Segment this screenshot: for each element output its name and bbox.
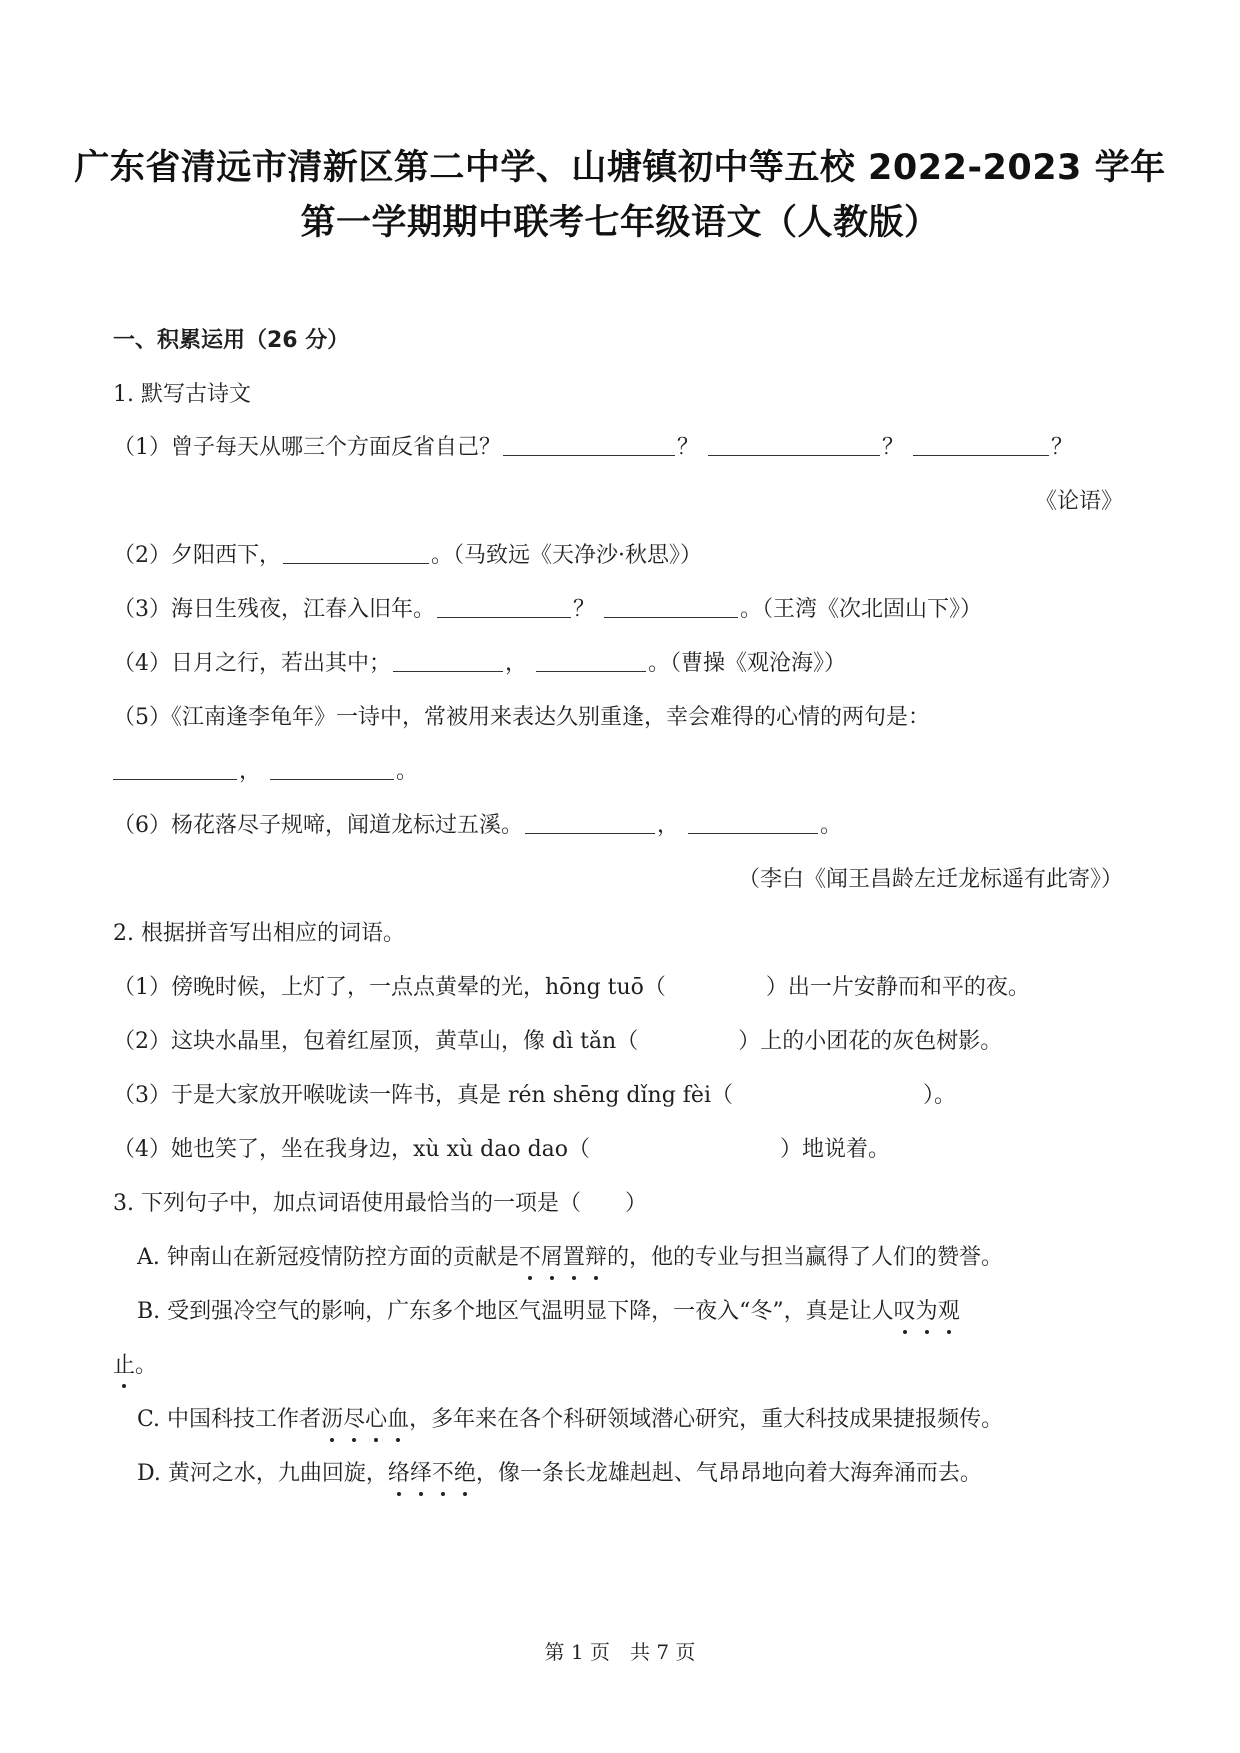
q3-option-c[interactable] [137, 1405, 1123, 1435]
q1-part-2 [113, 541, 1123, 571]
emphasis-dot-char: 尽 [343, 1405, 365, 1435]
page-footer: 第 1 页 共 7 页 [544, 1640, 696, 1664]
q2-part-1 [113, 973, 1123, 1003]
q3-c-post: ，多年来在各个科研领域潜心研究，重大科技成果捷报频传。 [409, 1407, 1004, 1432]
emphasis-dot-char: 不 [519, 1243, 541, 1273]
q1-p6-end: 。 [820, 813, 843, 838]
q2-p2-prefix: （2）这块水晶里，包着红屋顶，黄草山，像 dì tǎn（ [113, 1029, 639, 1054]
q3-d-post: ，像一条长龙雄赳赳、气昂昂地向着大海奔涌而去。 [475, 1461, 982, 1486]
q1-p6-prefix: （6）杨花落尽子规啼，闻道龙标过五溪。 [113, 813, 523, 838]
emphasis-dot-char: 叹 [894, 1297, 916, 1327]
answer-blank[interactable] [688, 811, 818, 834]
q3-option-b[interactable] [137, 1297, 1123, 1327]
answer-blank[interactable] [536, 649, 646, 672]
q2-p2-suffix: ）上的小团花的灰色树影。 [738, 1029, 1003, 1054]
q3-option-d[interactable] [137, 1459, 1123, 1489]
q1-p6-source: （李白《闻王昌龄左迁龙标遥有此寄》） [737, 867, 1123, 892]
q1-p1-sep1: ？ [677, 435, 700, 460]
answer-blank[interactable] [393, 649, 503, 672]
q1-part-5-blanks [113, 757, 1123, 787]
q2-p4-suffix: ）地说着。 [780, 1137, 891, 1162]
q1-p2-prefix: （2）夕阳西下， [113, 543, 281, 568]
q3-d-pre: D. 黄河之水，九曲回旋， [137, 1461, 388, 1486]
q1-p3-prefix: （3）海日生残夜，江春入旧年。 [113, 597, 435, 622]
q3-b-cont-dotted [113, 1353, 135, 1378]
answer-blank[interactable] [283, 541, 429, 564]
emphasis-dot-char: 绎 [410, 1459, 432, 1489]
emphasis-dot-char: 屑 [541, 1243, 563, 1273]
title-line-1: 广东省清远市清新区第二中学、山塘镇初中等五校 2022-2023 学年 [74, 148, 1166, 188]
q3-b-dotted [894, 1299, 960, 1324]
q3-option-a[interactable] [137, 1243, 1123, 1273]
emphasis-dot-char: 沥 [321, 1405, 343, 1435]
section-heading: 一、积累运用（26 分） [113, 328, 350, 353]
q2-p4-prefix: （4）她也笑了，坐在我身边，xù xù dao dao（ [113, 1137, 591, 1162]
q1-part-4 [113, 649, 1123, 679]
q2-part-4 [113, 1135, 1123, 1165]
emphasis-dot-char: 为 [916, 1297, 938, 1327]
q1-p5-end: 。 [396, 759, 419, 784]
emphasis-dot-char: 止 [113, 1351, 135, 1381]
q1-p1-prefix: （1）曾子每天从哪三个方面反省自己？ [113, 435, 501, 460]
q1-p4-sep: ， [505, 651, 528, 676]
answer-blank[interactable] [525, 811, 655, 834]
q3-d-dotted [388, 1461, 476, 1486]
q1-p3-sep: ？ [573, 597, 596, 622]
emphasis-dot-char: 置 [563, 1243, 585, 1273]
q1-p5-sep: ， [239, 759, 262, 784]
q3-stem: 3. 下列句子中，加点词语使用最恰当的一项是（ ） [113, 1191, 647, 1216]
q1-stem: 1. 默写古诗文 [113, 382, 251, 407]
q2-p1-suffix: ）出一片安静而和平的夜。 [765, 975, 1030, 1000]
q3-a-dotted [519, 1245, 607, 1270]
q2-part-3 [113, 1081, 1123, 1111]
q2-part-2 [113, 1027, 1123, 1057]
emphasis-dot-char: 不 [432, 1459, 454, 1489]
answer-blank[interactable] [437, 595, 571, 618]
q1-p4-end: 。（曹操《观沧海》） [648, 651, 847, 676]
emphasis-dot-char: 血 [387, 1405, 409, 1435]
q3-option-b-cont [113, 1351, 1123, 1381]
q3-b-cont-post: 。 [135, 1353, 158, 1378]
q1-p1-sep2: ？ [882, 435, 905, 460]
q1-p2-end: 。（马致远《天净沙·秋思》） [431, 543, 702, 568]
emphasis-dot-char: 辩 [585, 1243, 607, 1273]
q1-part-3 [113, 595, 1123, 625]
q1-p1-end: ？ [1051, 435, 1074, 460]
q3-c-pre: C. 中国科技工作者 [137, 1407, 322, 1432]
answer-blank[interactable] [270, 757, 394, 780]
q3-b-pre: B. 受到强冷空气的影响，广东多个地区气温明显下降，一夜入“冬”，真是让人 [137, 1299, 894, 1324]
q1-part-6 [113, 811, 1123, 841]
q1-p4-prefix: （4）日月之行，若出其中； [113, 651, 391, 676]
q1-p3-end: 。（王湾《次北固山下》） [740, 597, 983, 622]
title-line-2: 第一学期期中联考七年级语文（人教版） [300, 203, 940, 243]
q1-p1-source: 《论语》 [1034, 489, 1123, 514]
q2-stem: 2. 根据拼音写出相应的词语。 [113, 921, 405, 946]
answer-blank[interactable] [708, 433, 880, 456]
emphasis-dot-char: 心 [365, 1405, 387, 1435]
answer-blank[interactable] [503, 433, 675, 456]
emphasis-dot-char: 络 [388, 1459, 410, 1489]
emphasis-dot-char: 绝 [454, 1459, 476, 1489]
answer-blank[interactable] [604, 595, 738, 618]
emphasis-dot-char: 观 [938, 1297, 960, 1327]
q1-part-1 [113, 433, 1123, 463]
q1-p5-text: （5）《江南逢李龟年》一诗中，常被用来表达久别重逢，幸会难得的心情的两句是： [113, 705, 930, 730]
answer-blank[interactable] [113, 757, 237, 780]
q2-p3-suffix: ）。 [922, 1083, 956, 1108]
q1-p6-sep: ， [657, 813, 680, 838]
q3-c-dotted [321, 1407, 409, 1432]
q3-a-post: 的，他的专业与担当赢得了人们的赞誉。 [606, 1245, 1003, 1270]
answer-blank[interactable] [913, 433, 1049, 456]
q3-a-pre: A. 钟南山在新冠疫情防控方面的贡献是 [137, 1245, 519, 1270]
q2-p3-prefix: （3）于是大家放开喉咙读一阵书，真是 rén shēng dǐng fèi（ [113, 1083, 733, 1108]
q2-p1-prefix: （1）傍晚时候，上灯了，一点点黄晕的光，hōng tuō（ [113, 975, 666, 1000]
